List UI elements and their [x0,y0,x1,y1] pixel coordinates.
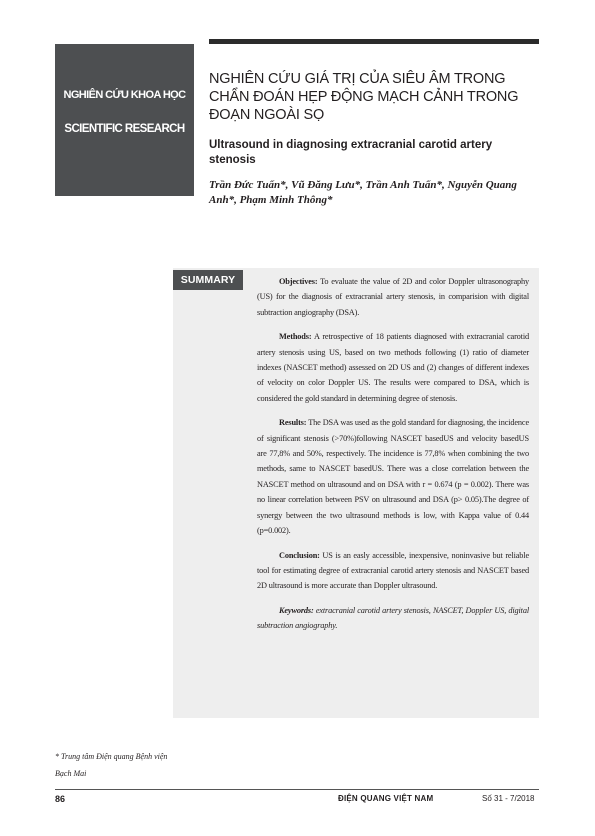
methods-label: Methods: [279,332,312,342]
section-badge [55,44,194,196]
section-label-vi: NGHIÊN CỨU KHOA HỌC [63,89,186,101]
summary-heading: SUMMARY [173,270,243,290]
top-rule [209,39,539,44]
article-title-en: Ultrasound in diagnosing extracranial carotid artery stenosis [209,139,493,166]
issue-number: Số 31 - 7/2018 [482,794,535,803]
summary-body [257,274,529,643]
objectives-text: To evaluate the value of 2D and color Doppler ultrasonography (US) for the diagnosis of extracranial artery stenosis, in comparision with digital subtraction angiography (DSA). [257,277,529,317]
section-label-en: SCIENTIFIC RESEARCH [64,123,185,135]
results-label: Results: [279,418,307,428]
conclusion-paragraph [257,548,529,594]
conclusion-text: US is an easly accessible, inexpensive, noninvasive but reliable tool for estimating degree of extracranial carotid artery stenosis and NASCET based 2D ultrasound is more accurate than Doppler ultrasound. [257,550,529,591]
article-title-vi: NGHIÊN CỨU GIÁ TRỊ CỦA SIÊU ÂM TRONG CHẨN ĐOÁN HẸP ĐỘNG MẠCH CẢNH TRONG ĐOẠN NGOÀI SỌ [209,71,519,123]
page-number: 86 [55,794,66,804]
journal-name: ĐIỆN QUANG VIỆT NAM [338,794,434,803]
results-text: The DSA was used as the gold standard for diagnosing, the incidence of significant stenosis (>70%)following NASCET basedUS and velocity basedUS are 77,8% and 50%, respectively. The incidence is 77,8% when combining the two methods, same to NASCET basedUS. There was a close correlation between the NASCET method on ultrasound and on DSA with r = 0.674 (p = 0.002). There was no linear correlation between PSV on ultrasound and DSA (p> 0.05).The degree of synergy between the two ultrasound methods is low, with Kappa value of 0.44 (p=0.002). [257,418,529,536]
objectives-label: Objectives: [279,277,318,286]
footer-rule [55,789,539,790]
methods-text: A retrospective of 18 patients diagnosed with extracranial carotid artery stenosis using US, based on two methods following (1) ratio of diameter indexes (NASCET method) assessed on 2D US and (2) changes of different indexes of velocity on color Doppler US. The results were compared to DSA, which is considered the gold standard in determining degree of stenosis. [257,332,529,403]
affiliation-footnote: * Trung tâm Điện quang Bệnh viện Bạch Mai [55,752,168,778]
keywords-text: extracranial carotid artery stenosis, NASCET, Doppler US, digital subtraction angiography. [257,605,529,631]
objectives-paragraph [257,274,529,320]
keywords-paragraph [257,603,529,634]
conclusion-label: Conclusion: [279,550,320,560]
methods-paragraph [257,329,529,406]
author-list: Trần Đức Tuấn*, Vũ Đăng Lưu*, Trần Anh Tuấn*, Nguyễn Quang Anh*, Phạm Minh Thông* [209,179,517,206]
keywords-label: Keywords: [279,605,314,615]
results-paragraph [257,415,529,538]
